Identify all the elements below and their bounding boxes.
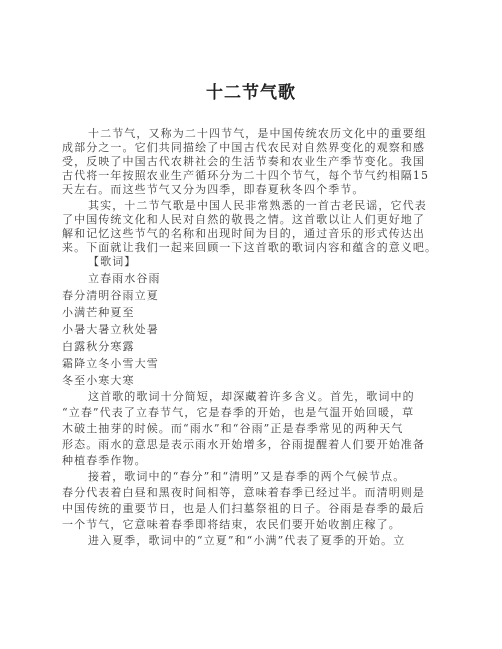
paragraph-line: 解和记忆这些节气的名称和出现时间为目的，通过音乐的形式传达出	[62, 227, 425, 240]
paragraph-line: 进入夏季，歌词中的“立夏”和“小满”代表了夏季的开始。立	[88, 534, 406, 547]
paragraph-line: 中国传统的重要节日，也是人们扫墓祭祖的日子。谷雨是春季的最后	[62, 502, 425, 515]
paragraph-line: 一个节气，它意味着春季即将结束，农民们要开始收割庄稼了。	[62, 518, 401, 531]
lyrics-heading: 【歌词】	[88, 255, 137, 268]
paragraph-line: 十二节气，又称为二十四节气，是中国传统农历文化中的重要组	[88, 127, 427, 140]
paragraph-line: 木破土抽芽的时候。而“雨水”和“谷雨”正是春季常见的两种天气	[62, 422, 404, 435]
paragraph-line: “立春”代表了立春节气，它是春季的开始，也是气温开始回暖，草	[62, 406, 415, 419]
lyric-line: 小满芒种夏至	[62, 306, 135, 319]
lyric-line: 霜降立冬小雪大雪	[62, 357, 159, 370]
paragraph-line: 其实，十二节气歌是中国人民非常熟悉的一首古老民谣，它代表	[88, 199, 427, 212]
paragraph-line: 古代将一年按照农业生产循环分为二十四个节气，每个节气约相隔15	[62, 169, 430, 182]
lyric-line: 白露秋分寒露	[62, 340, 135, 353]
paragraph-line: 受，反映了中国古代农耕社会的生活节奏和农业生产季节变化。我国	[62, 155, 425, 168]
paragraph-line: 天左右。而这些节气又分为四季，即春夏秋冬四个季节。	[62, 183, 365, 196]
lyric-line: 春分清明谷雨立夏	[62, 289, 159, 302]
page-title: 十二节气歌	[206, 83, 296, 103]
paragraph-line: 种植春季作物。	[62, 454, 147, 467]
lyric-line: 冬至小寒大寒	[62, 374, 135, 387]
paragraph-line: 来。下面就让我们一起来回顾一下这首歌的歌词内容和蕴含的意义吧。	[62, 241, 438, 254]
lyric-line: 小暑大暑立秋处暑	[62, 323, 159, 336]
lyric-line: 立春雨水谷雨	[88, 272, 161, 285]
paragraph-line: 了中国传统文化和人民对自然的敬畏之情。这首歌以让人们更好地了	[62, 213, 425, 226]
paragraph-line: 接着，歌词中的“春分”和“清明”又是春季的两个气候节点。	[88, 470, 406, 483]
paragraph-line: 形态。雨水的意思是表示雨水开始增多，谷雨提醒着人们要开始准备	[62, 438, 425, 451]
paragraph-line: 春分代表着白昼和黑夜时间相等，意味着春季已经过半。而清明则是	[62, 486, 425, 499]
paragraph-line: 成部分之一。它们共同描绘了中国古代农民对自然界变化的观察和感	[62, 141, 425, 154]
paragraph-line: 这首歌的歌词十分简短，却深藏着许多含义。首先，歌词中的	[88, 390, 415, 403]
